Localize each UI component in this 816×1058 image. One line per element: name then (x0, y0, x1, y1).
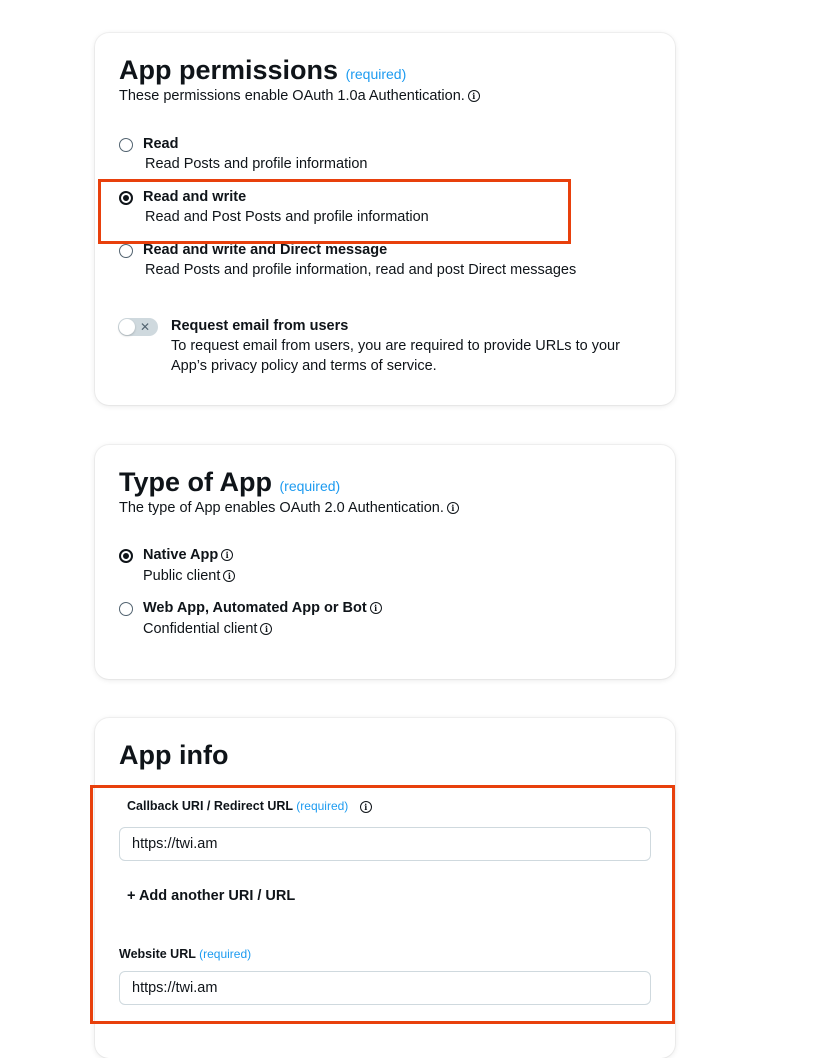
radio-read-and-write[interactable] (119, 191, 133, 205)
option-read-write-dm-title[interactable]: Read and write and Direct message (143, 242, 388, 258)
radio-read-write-dm[interactable] (119, 244, 133, 258)
radio-native-app[interactable] (119, 549, 133, 563)
toggle-knob (119, 319, 135, 335)
info-icon[interactable]: i (360, 801, 372, 813)
info-icon[interactable]: i (447, 502, 459, 514)
app-info-card (95, 718, 675, 1058)
info-icon[interactable]: i (260, 623, 272, 635)
callback-url-label: Callback URI / Redirect URL (required) i (127, 799, 372, 813)
close-icon: ✕ (140, 320, 151, 334)
radio-web-app[interactable] (119, 602, 133, 616)
required-label: (required) (345, 66, 407, 82)
info-icon[interactable]: i (370, 602, 382, 614)
option-web-app-desc: Confidential client i (143, 621, 272, 637)
info-icon[interactable]: i (468, 90, 480, 102)
request-email-toggle[interactable] (118, 318, 158, 336)
info-icon[interactable]: i (221, 549, 233, 561)
callback-url-value: https://twi.am (132, 836, 218, 852)
info-icon[interactable]: i (223, 570, 235, 582)
option-native-app-desc: Public client i (143, 568, 235, 584)
add-another-uri-button[interactable]: + Add another URI / URL (127, 888, 296, 904)
option-read-write-title[interactable]: Read and write (143, 189, 247, 205)
website-url-input[interactable] (119, 971, 651, 1005)
request-email-desc-1: To request email from users, you are required to provide URLs to your (171, 338, 620, 354)
required-label: (required) (279, 478, 341, 494)
type-of-app-card (95, 445, 675, 679)
app-permissions-title: App permissions (required) (119, 55, 407, 85)
option-read-title[interactable]: Read (143, 136, 179, 152)
app-permissions-card (95, 33, 675, 405)
required-label: (required) (199, 947, 252, 961)
app-permissions-subtitle: These permissions enable OAuth 1.0a Authentication. i (119, 88, 480, 104)
option-read-write-dm-desc: Read Posts and profile information, read and post Direct messages (145, 262, 577, 278)
callback-url-input[interactable] (119, 827, 651, 861)
type-of-app-subtitle: The type of App enables OAuth 2.0 Authentication. i (119, 500, 459, 516)
website-url-value: https://twi.am (132, 980, 218, 996)
website-url-label: Website URL (required) (119, 947, 252, 961)
radio-read[interactable] (119, 138, 133, 152)
option-read-write-desc: Read and Post Posts and profile information (145, 209, 429, 225)
required-label: (required) (296, 799, 349, 813)
request-email-title: Request email from users (171, 318, 349, 334)
request-email-desc-2: App’s privacy policy and terms of service. (171, 358, 437, 374)
type-of-app-title: Type of App (required) (119, 467, 341, 497)
app-info-title: App info (119, 740, 229, 770)
option-read-desc: Read Posts and profile information (145, 156, 368, 172)
option-native-app-title[interactable]: Native App i (143, 547, 233, 563)
option-web-app-title[interactable]: Web App, Automated App or Bot i (143, 600, 382, 616)
